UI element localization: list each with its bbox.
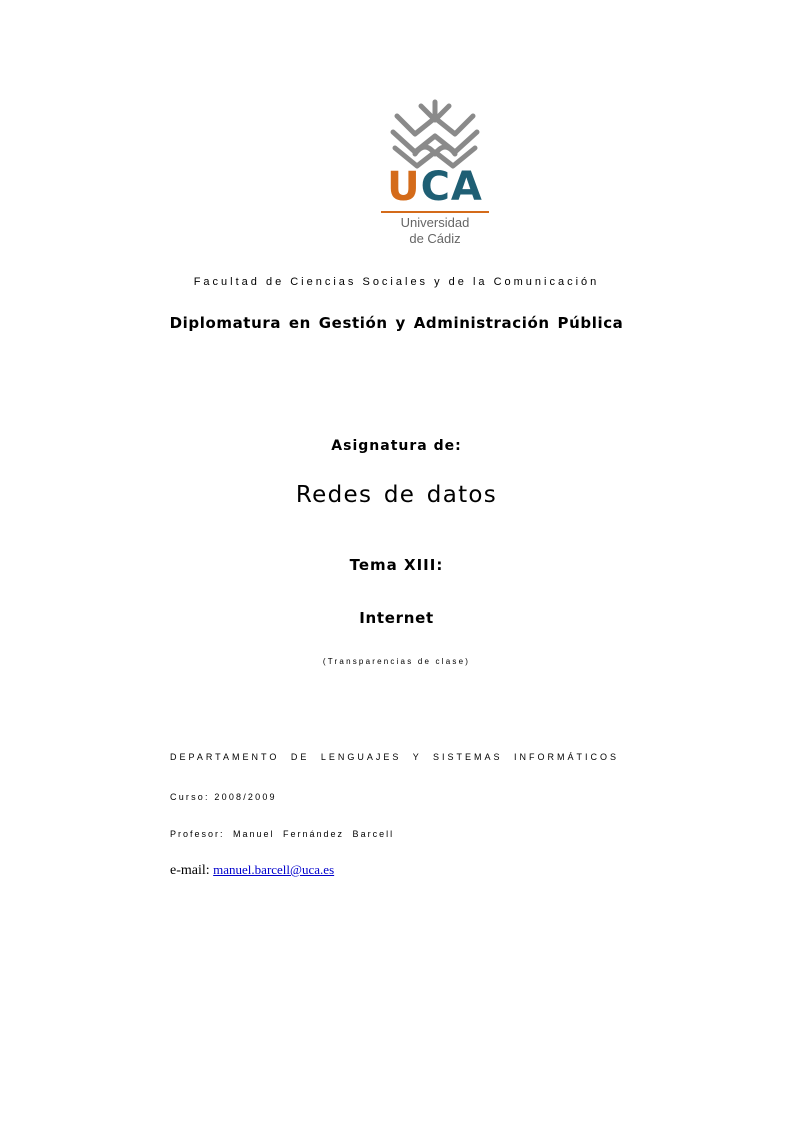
email-link[interactable]: manuel.barcell@uca.es <box>213 862 335 877</box>
subject-title: Redes de datos <box>295 482 498 508</box>
email-row <box>170 862 334 879</box>
teacher-name: Profesor: Manuel Fernández Barcell <box>170 829 395 839</box>
department-name: DEPARTAMENTO DE LENGUAJES Y SISTEMAS INFORMÁTICOS <box>170 752 620 762</box>
logo-subtitle-line2: de Cádiz <box>409 231 461 246</box>
slides-note: (Transparencias de clase) <box>322 657 471 666</box>
faculty-name: Facultad de Ciencias Sociales y de la Comunicación <box>193 276 600 288</box>
course-year: Curso: 2008/2009 <box>170 792 277 802</box>
logo-subtitle-line1: Universidad <box>400 215 470 230</box>
logo-divider <box>381 211 489 213</box>
subject-label: Asignatura de: <box>331 438 462 454</box>
degree-title: Diplomatura en Gestión y Administración Pública <box>169 314 624 332</box>
email-label: e-mail: <box>170 863 210 878</box>
topic-title: Internet <box>359 609 434 627</box>
logo-letter-u: U <box>387 164 421 210</box>
logo-letters-ca: CA <box>420 164 483 210</box>
topic-number: Tema XIII: <box>349 556 444 574</box>
uca-logo-text <box>379 165 491 209</box>
